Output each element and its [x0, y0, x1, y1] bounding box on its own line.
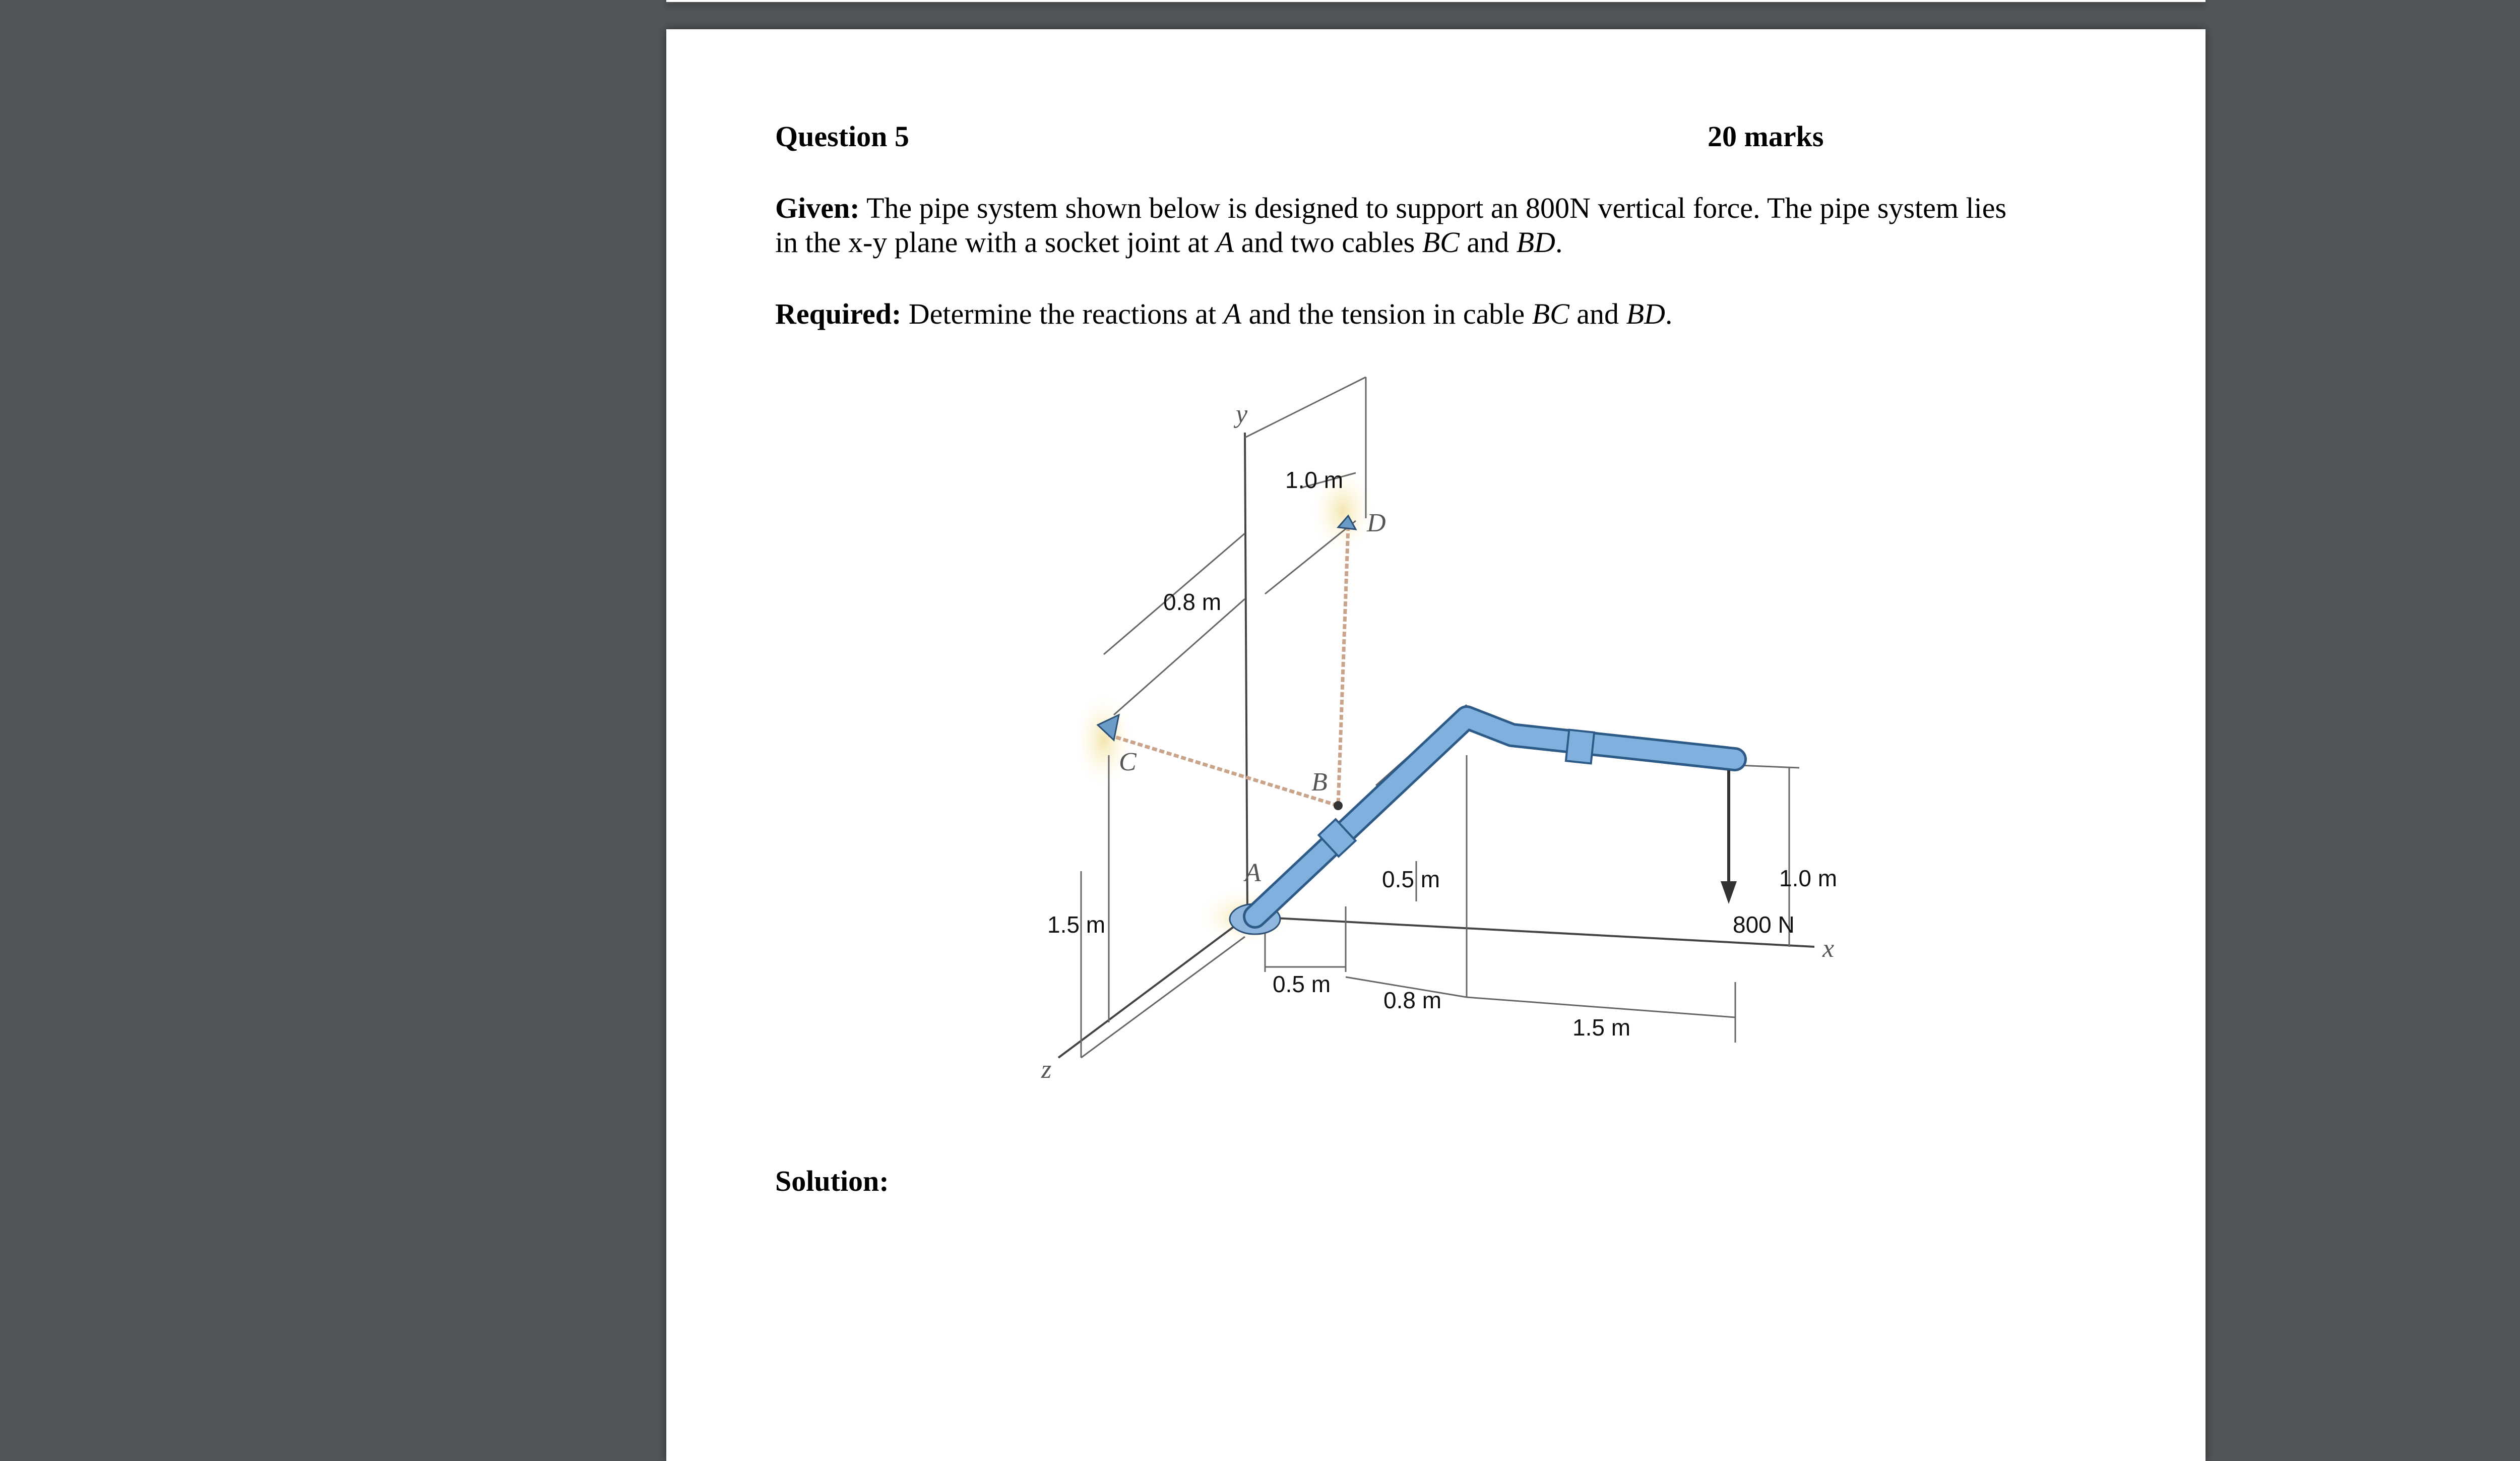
- pipe-system-figure: [973, 372, 1840, 1098]
- force-label: 800 N: [1733, 911, 1795, 938]
- dim-label-0-8-left: 0.8 m: [1163, 589, 1222, 615]
- previous-page-edge: [666, 0, 2206, 2]
- axis-z-label: z: [1041, 1055, 1052, 1084]
- given-label: Given:: [775, 192, 860, 224]
- required-line: [775, 296, 1672, 332]
- point-a-label: A: [1245, 859, 1261, 887]
- given-cable-bd: BD: [1516, 226, 1555, 259]
- dim-label-1-5-bottom: 1.5 m: [1572, 1014, 1631, 1041]
- given-text-2d: .: [1555, 226, 1563, 259]
- question-title: Question 5: [775, 120, 909, 153]
- required-text-c: and: [1569, 297, 1626, 330]
- given-point-a: A: [1216, 226, 1234, 259]
- ref-line-right-top: [1739, 765, 1799, 768]
- point-b-marker: [1334, 801, 1343, 810]
- dim-label-1-5-left: 1.5 m: [1047, 911, 1106, 938]
- cable-bd: [1338, 526, 1348, 806]
- point-c-label: C: [1119, 748, 1137, 776]
- dim-label-1-0-right: 1.0 m: [1779, 865, 1838, 891]
- point-d-label: D: [1367, 509, 1386, 537]
- pipe-system-diagram: [973, 372, 1840, 1098]
- required-label: Required:: [775, 297, 902, 330]
- x-axis: [1247, 917, 1814, 947]
- dim-label-0-5-vert: 0.5 m: [1382, 866, 1440, 892]
- required-text-d: .: [1665, 297, 1673, 330]
- solution-label: Solution:: [775, 1165, 889, 1197]
- cable-bc: [1109, 735, 1338, 806]
- given-text-2b: and two cables: [1234, 226, 1422, 259]
- required-text-b: and the tension in cable: [1241, 297, 1532, 330]
- ref-line-top-1: [1245, 377, 1366, 438]
- axis-x-label: x: [1822, 934, 1835, 963]
- ref-line-d-diag: [1265, 521, 1356, 594]
- given-cable-bc: BC: [1422, 226, 1460, 259]
- point-b-label: B: [1311, 768, 1328, 797]
- z-axis: [1058, 917, 1247, 1058]
- required-cable-bc: BC: [1532, 297, 1569, 330]
- given-text-1: The pipe system shown below is designed to support an 800N vertical force. The pipe system lies: [859, 192, 2007, 224]
- dim-label-0-5-bottom: 0.5 m: [1273, 971, 1331, 997]
- given-text-2a: in the x-y plane with a socket joint at: [775, 226, 1216, 259]
- pipe-coupling-right: [1566, 730, 1594, 764]
- ref-line-c-top: [1114, 599, 1245, 715]
- required-text-a: Determine the reactions at: [901, 297, 1224, 330]
- given-line-2: [775, 225, 1562, 260]
- ref-line-bottom-left: [1081, 937, 1245, 1058]
- y-axis: [1245, 433, 1247, 917]
- pipe-body: [1255, 717, 1735, 917]
- given-line-1: [775, 191, 2006, 226]
- axis-y-label: y: [1236, 400, 1248, 429]
- required-point-a: A: [1223, 297, 1242, 330]
- dim-label-0-8-bottom: 0.8 m: [1383, 987, 1442, 1013]
- required-cable-bd: BD: [1626, 297, 1665, 330]
- question-marks: 20 marks: [1708, 120, 1824, 153]
- document-page: [666, 29, 2206, 1461]
- force-arrow-head: [1721, 881, 1737, 904]
- given-text-2c: and: [1459, 226, 1517, 259]
- dim-label-1-0-top: 1.0 m: [1285, 467, 1344, 493]
